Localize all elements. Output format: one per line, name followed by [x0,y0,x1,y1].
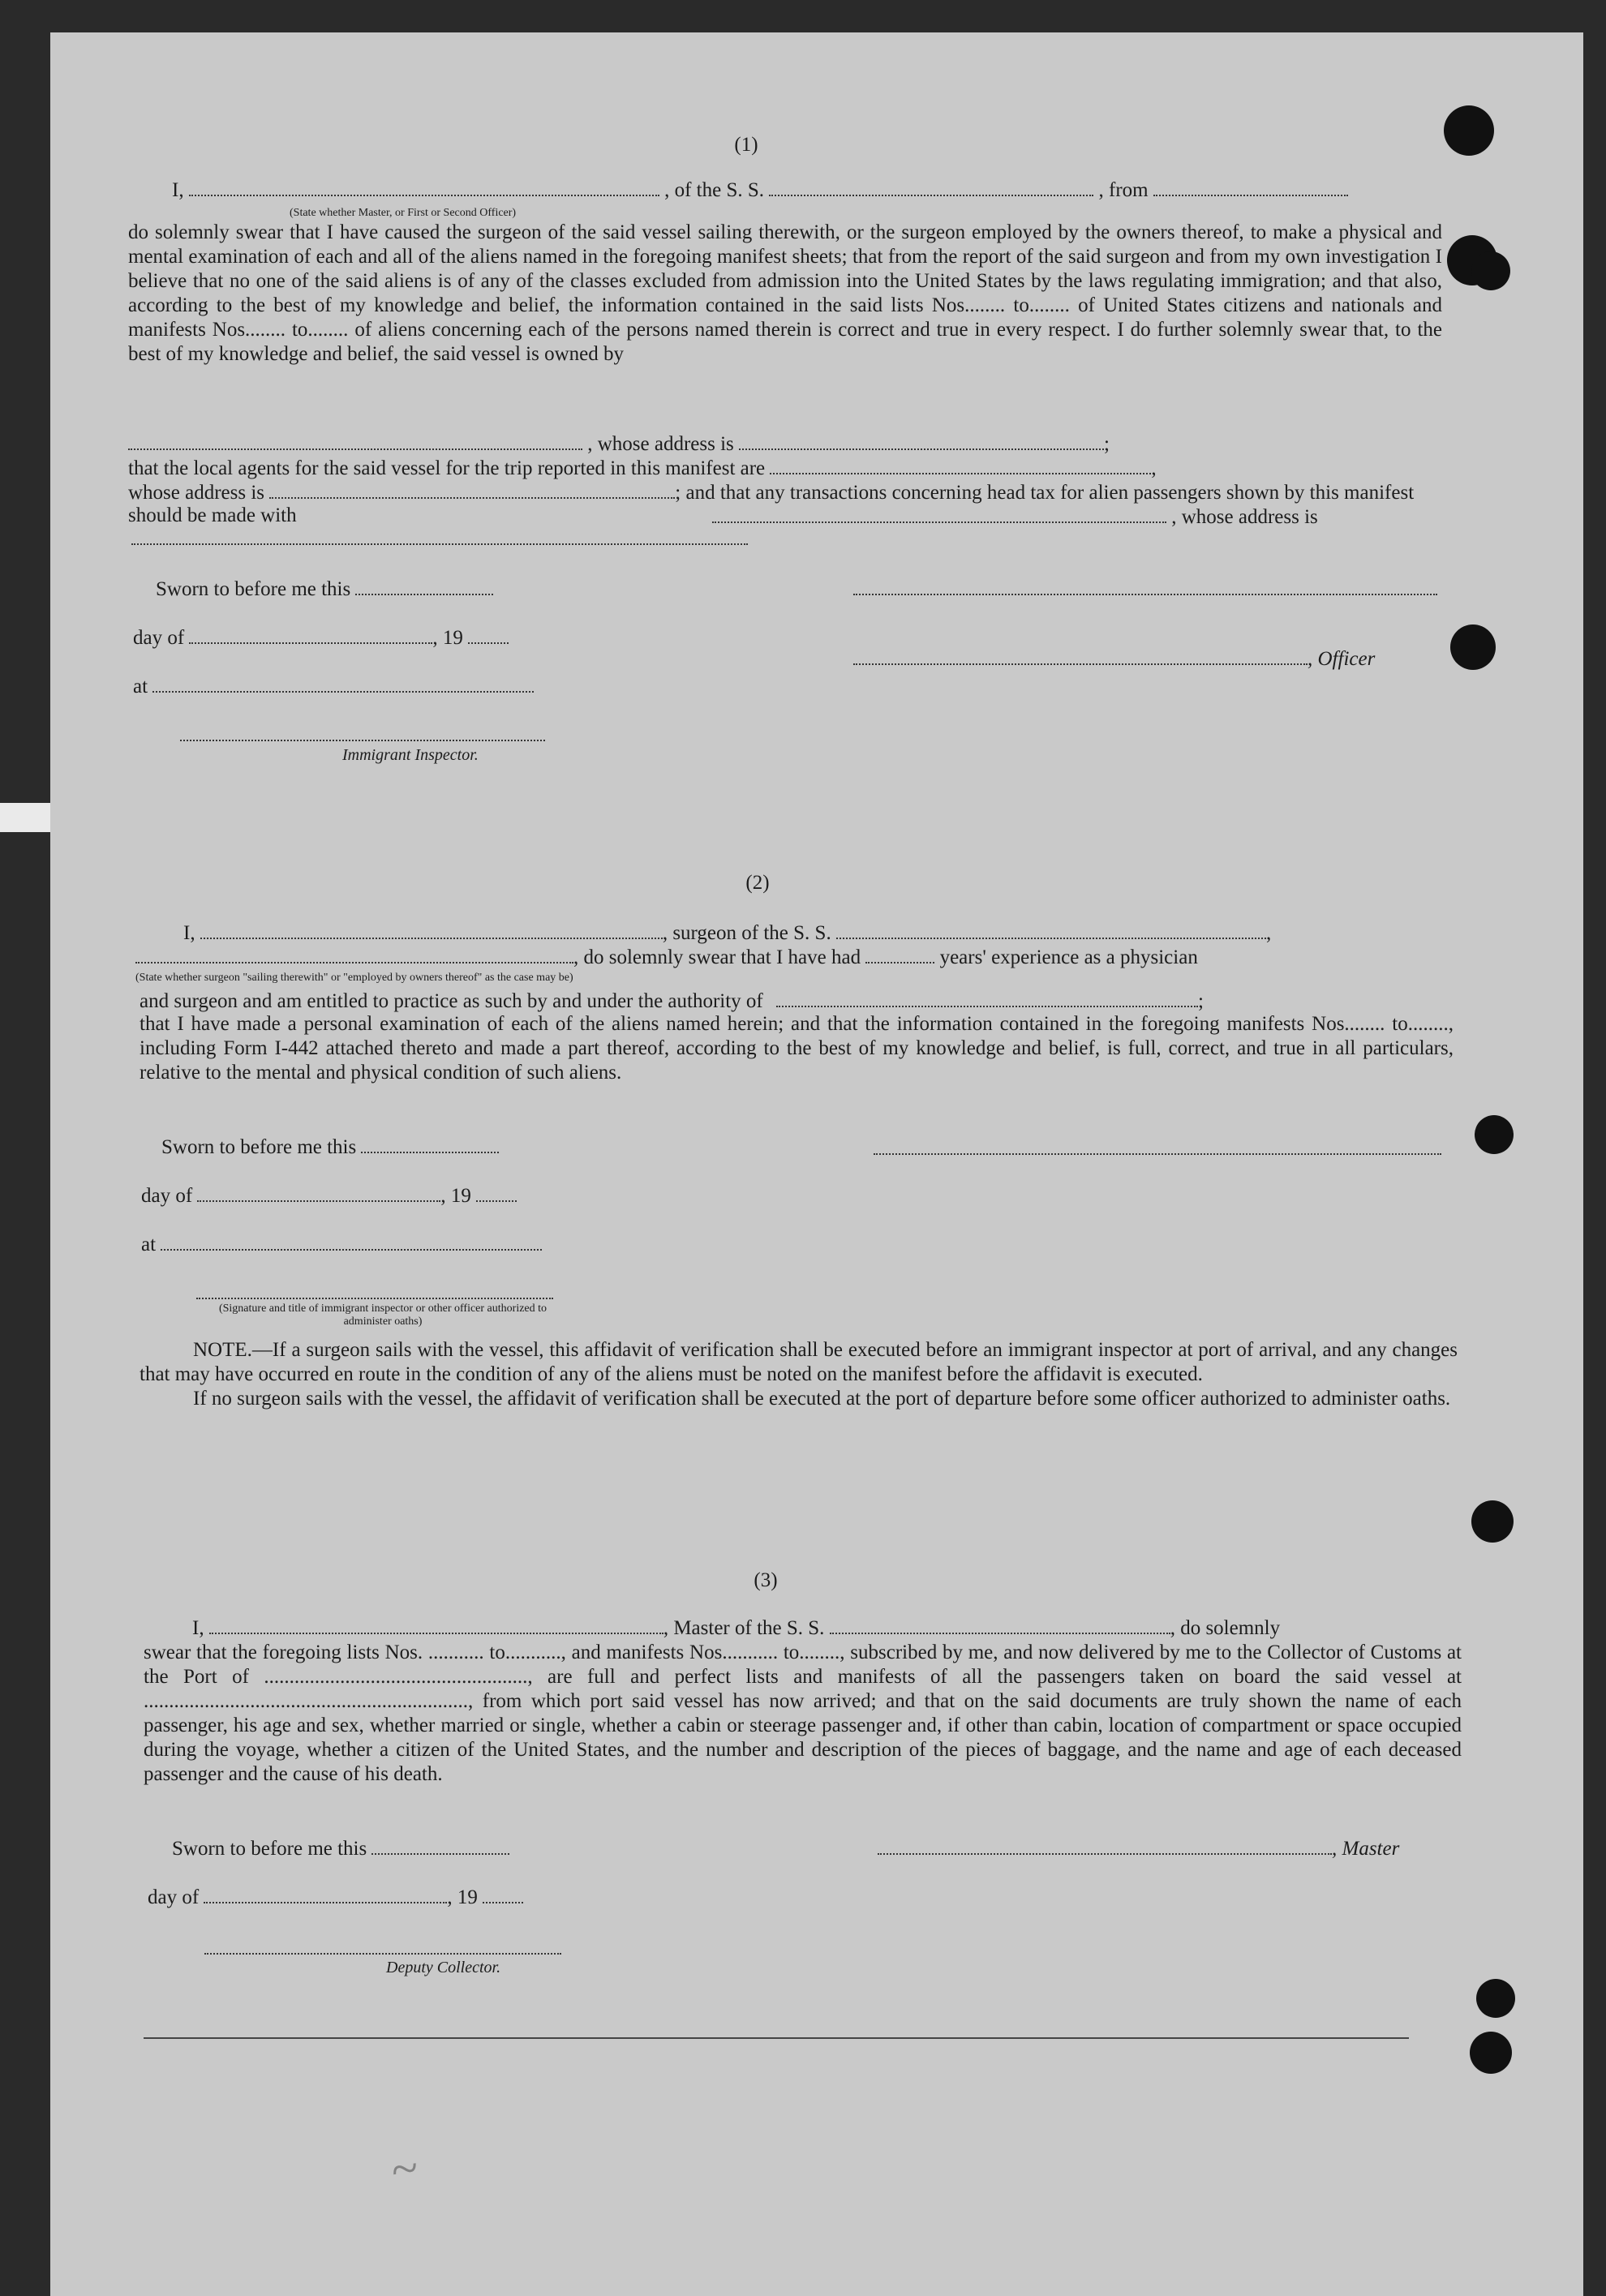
sec1-oath-text: do solemnly swear that I have caused the surgeon of the said vessel sailing therewith, or the surgeon employed by the owners thereof, to make a physical and mental examination of each and all of the aliens named in the foregoing manifest sheets; that from the report of the said surgeon and from my own investigation I believe that no one of the said aliens is of any of the classes excluded from admission into the United States by the laws regulating immigration; and that also, according to the best of my knowledge and belief, the information contained in the said lists Nos........ to........ of United States citizens and nationals and manifests Nos........ to........ of aliens concerning each of the persons named therein is correct and true in every respect. I do further solemnly swear that, to the best of my knowledge and belief, the said vessel is owned by [128,221,1442,365]
sec3-year-field [483,1886,523,1903]
collector-signature-line [204,1953,561,1955]
sec1-rank-note: (State whether Master, or First or Second Officer) [290,207,517,219]
surgeon-signature-line [874,1153,1441,1155]
punch-hole [1470,2032,1512,2074]
year-field [468,626,509,644]
sec1-day-label: day of [133,627,185,649]
section-1-body [128,221,1442,367]
sec3-ss-label: , Master of the S. S. [663,1617,825,1639]
tax-address-field [131,543,748,545]
officer-signature-line [853,594,1437,595]
sec2-type-note: (State whether surgeon "sailing therewith" or "employed by owners thereof" as the case may be) [135,972,573,984]
sec2-authority-label: and surgeon and am entitled to practice as such by and under the authority of [140,990,763,1012]
sec1-at-line [133,675,534,698]
note-text-1: —If a surgeon sails with the vessel, this affidavit of verification shall be executed before an immigrant inspector at port of arrival, and any changes that may have occurred en route in the condition of any of the aliens must be noted on the manifest before the affidavit is executed. [140,1339,1458,1385]
sec3-vessel-field [830,1616,1170,1634]
officer-signature-field [853,647,1308,665]
sec2-i-label: I, [183,922,195,944]
sec1-officer-label: , Officer [1308,648,1376,670]
sec1-tax-text: ; and that any transactions concerning head tax for alien passengers shown by this manifest should be made with [128,482,1415,526]
sec1-agents-line: that the local agents for the said vessel for the trip reported in this manifest are , [128,457,1157,479]
sec2-year-label: , 19 [440,1185,471,1207]
sec3-swear-label: , do solemnly [1170,1617,1281,1639]
at-place-field [152,675,534,693]
sec1-tax-line [128,505,1442,529]
sec2-vessel-field [836,921,1266,939]
sec3-day-line [148,1886,523,1909]
note-paragraph-1 [140,1338,1458,1387]
section-3-first-line [192,1616,1466,1640]
punch-hole [1471,251,1510,290]
surgeon-type-field [135,946,573,963]
from-port-field [1153,178,1348,196]
sec3-collector-label: Deputy Collector. [386,1959,501,1976]
tax-party-field [712,505,1166,523]
sec3-master-line [878,1837,1399,1860]
paper-tab [0,803,57,832]
sec1-whose-address-label: , whose address is [587,433,734,455]
sec2-at-label: at [141,1234,157,1255]
sec2-at-line [141,1233,542,1256]
sec3-sworn-date-field [371,1837,509,1855]
sec3-i-label: I, [192,1617,204,1639]
sec2-ss-label: , surgeon of the S. S. [662,922,831,944]
section-2-body [140,1012,1454,1085]
sec3-master-label: , Master [1332,1838,1400,1860]
sec1-sworn-line [156,577,493,601]
section-3-body [144,1641,1462,1787]
sec1-sworn-label: Sworn to before me this [156,578,351,600]
punch-hole [1444,105,1494,156]
agents-address-field [269,481,675,499]
sworn-date-field [355,577,493,595]
section-2-number: (2) [745,872,770,894]
sec2-exam-text: that I have made a personal examination of each of the aliens named herein; and that the information contained in the foregoing manifests Nos........ to........, including Form I-442 attached thereto and made a part thereof, according to the best of my knowledge and belief, is full, correct, and true in all particulars, relative to the mental and physical condition of such aliens. [140,1013,1454,1084]
sec3-day-label: day of [148,1886,200,1908]
sec2-signature-note: (Signature and title of immigrant inspector or other officer authorized to administer oaths) [218,1302,548,1328]
punch-hole [1475,1115,1514,1154]
sec2-day-label: day of [141,1185,193,1207]
handwritten-mark: ~ [387,2140,421,2197]
sec1-year-label: , 19 [432,627,463,649]
section-2-first-line: I, , surgeon of the S. S. , [183,922,1272,944]
sec2-at-field [161,1233,542,1251]
sec3-year-label: , 19 [447,1886,478,1908]
note-paragraph-2: If no surgeon sails with the vessel, the affidavit of verification shall be executed at the port of departure before some officer authorized to administer oaths. [193,1388,1451,1410]
authorized-officer-signature-line [196,1298,553,1299]
officer-name-field [189,178,659,196]
sec3-sworn-label: Sworn to before me this [172,1838,367,1860]
section-2-note [140,1338,1458,1411]
owner-field [128,432,582,450]
master-signature-field [878,1837,1332,1855]
sec2-sworn-label: Sworn to before me this [161,1136,357,1158]
sec2-day-field [197,1184,440,1202]
punch-hole [1471,1500,1514,1543]
punch-hole [1450,624,1496,670]
years-field [865,946,934,963]
sec1-whose3-label: , whose address is [1171,506,1318,528]
sec3-day-field [204,1886,447,1903]
inspector-signature-line [180,740,545,741]
authority-field [776,989,1198,1007]
sec2-sworn-line [161,1135,499,1159]
sec1-ss-label: , of the S. S. [664,179,765,201]
section-2-second-line [135,946,1458,969]
sec2-years-label: years' experience as a physician [939,946,1198,968]
section-1-first-line [172,178,1445,202]
sec1-day-line [133,626,509,650]
sec2-swear-label: , do solemnly swear that I have had [573,946,861,968]
section-3-number: (3) [754,1569,778,1591]
vessel-name-field [769,178,1093,196]
agents-field [770,457,1151,474]
sec2-year-field [476,1184,517,1202]
sec1-agents-label: that the local agents for the said vessel for the trip reported in this manifest are [128,457,766,479]
sec2-day-line [141,1184,517,1208]
surgeon-name-field [200,921,663,939]
master-name-field [209,1616,663,1634]
sec1-i-label: I, [172,179,184,201]
day-field [189,626,432,644]
sec3-sworn-line [172,1837,509,1860]
section-1-number: (1) [734,134,758,156]
note-label: NOTE. [193,1339,252,1361]
owner-address-field [739,432,1104,450]
sec1-whose2-label: whose address is [128,482,265,504]
sec2-authority-line: and surgeon and am entitled to practice as such by and under the authority of ; [140,990,1204,1012]
document-page [50,32,1583,2296]
sec2-sworn-date-field [361,1135,499,1153]
bottom-rule [144,2037,1409,2039]
sec1-owner-line: , whose address is ; [128,432,1442,456]
sec1-at-label: at [133,676,148,697]
punch-hole [1476,1979,1515,2018]
sec1-inspector-label: Immigrant Inspector. [342,746,479,764]
sec3-oath-text: swear that the foregoing lists Nos. ........... to..........., and manifests Nos........... to........, subscribed by me, and now delivered by me to the Collector of Customs at the Port of ...................................................., are full and perfect lists and manifests of all the passengers taken on board the said vessel at ................................................................, from which port said vessel has now arrived; and that on the said documents are truly shown the name of each passenger, his age and sex, whether married or single, whether a cabin or steerage passenger and, if other than cabin, location of compartment or space occupied during the voyage, whether a citizen of the United States, and the number and description of the pieces of baggage, and the name and age of each deceased passenger and the cause of his death. [144,1642,1462,1785]
sec1-officer-line [853,647,1375,671]
sec1-from-label: , from [1098,179,1149,201]
